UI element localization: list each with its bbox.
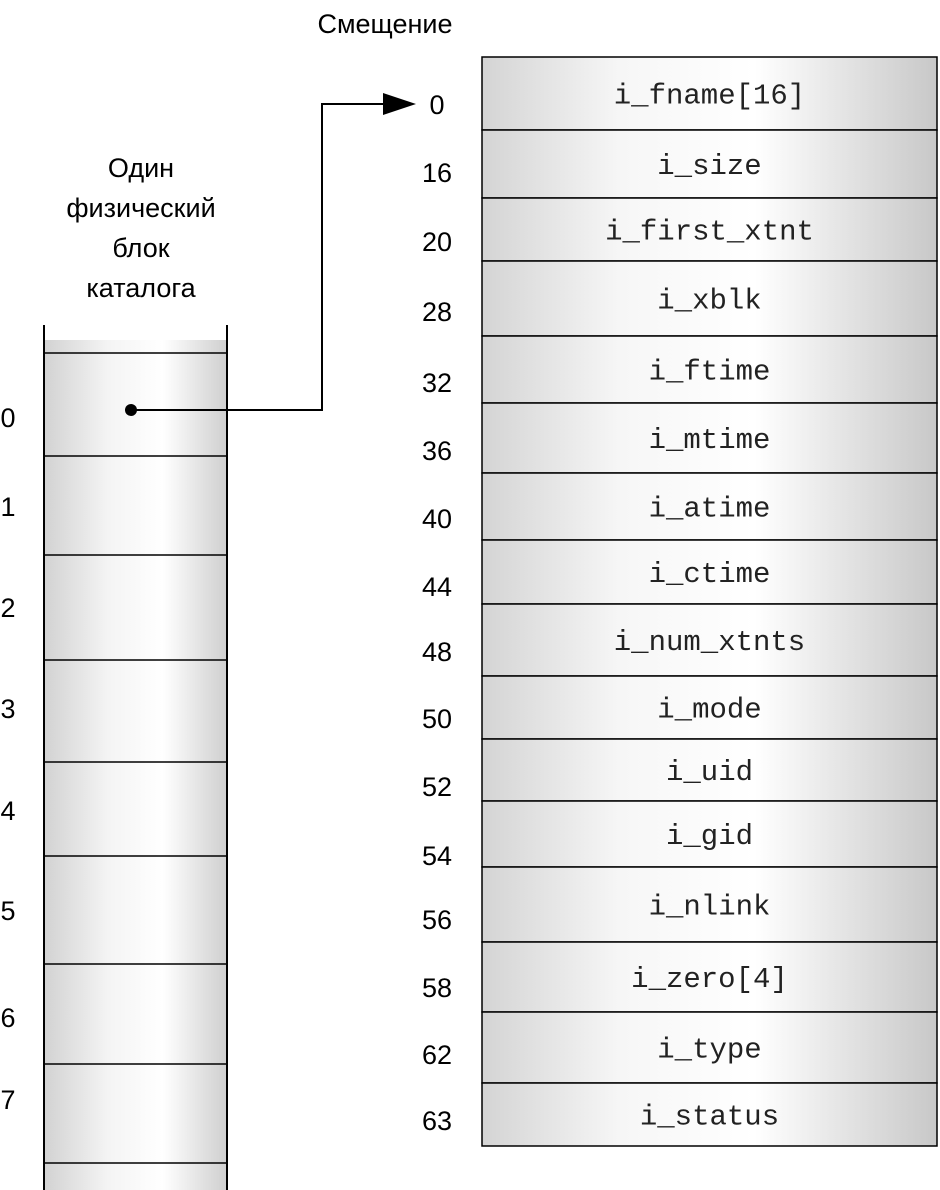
inode-field-offset: 54 bbox=[421, 841, 453, 871]
inode-field-offset: 36 bbox=[421, 436, 453, 466]
slot-number: 7 bbox=[0, 1085, 16, 1115]
inode-field-name: i_uid bbox=[665, 756, 754, 789]
inode-field-offset: 32 bbox=[421, 368, 453, 398]
inode-field-name: i_ftime bbox=[648, 355, 771, 389]
inode-field-name: i_first_xtnt bbox=[605, 215, 814, 249]
inode-field-name: i_fname[16] bbox=[613, 79, 806, 113]
inode-field-offset: 28 bbox=[421, 297, 453, 327]
inode-structure bbox=[422, 57, 937, 1146]
inode-field-name: i_mode bbox=[657, 693, 762, 727]
inode-field-offset: 52 bbox=[421, 772, 453, 802]
inode-field-name: i_zero[4] bbox=[631, 963, 788, 996]
inode-field-offset: 20 bbox=[421, 227, 453, 257]
slot-number: 4 bbox=[0, 796, 16, 826]
inode-field-name: i_status bbox=[639, 1100, 780, 1134]
block-caption-line: блок bbox=[112, 233, 170, 263]
inode-field-name: i_nlink bbox=[648, 890, 771, 924]
slot-number: 5 bbox=[0, 896, 16, 926]
inode-field-offset: 58 bbox=[421, 973, 453, 1003]
inode-field-name: i_gid bbox=[665, 820, 754, 853]
slot-number: 1 bbox=[0, 492, 16, 522]
inode-field-name: i_atime bbox=[648, 492, 771, 526]
slot-number: 3 bbox=[0, 694, 16, 724]
inode-field-offset: 48 bbox=[421, 637, 453, 667]
block-caption bbox=[66, 153, 215, 303]
slot-numbers bbox=[0, 403, 15, 1115]
block-caption-line: физический bbox=[66, 193, 216, 223]
inode-field-name: i_ctime bbox=[648, 558, 771, 591]
directory-block-fill bbox=[44, 340, 227, 1190]
inode-field-offset: 0 bbox=[429, 90, 445, 120]
inode-field-name: i_num_xtnts bbox=[613, 626, 806, 659]
slot-number: 2 bbox=[0, 593, 16, 623]
inode-field-offset: 44 bbox=[421, 572, 453, 602]
inode-field-offset: 50 bbox=[421, 704, 453, 734]
offset-heading: Смещение bbox=[317, 9, 453, 39]
inode-field-offset: 16 bbox=[421, 158, 453, 188]
inode-field-name: i_size bbox=[657, 150, 762, 183]
inode-field-offset: 62 bbox=[421, 1040, 453, 1070]
pointer-arrowhead bbox=[383, 93, 416, 115]
inode-field-name: i_mtime bbox=[648, 424, 771, 457]
inode-field-offset: 56 bbox=[421, 905, 453, 935]
slot-number: 6 bbox=[0, 1003, 16, 1033]
block-caption-line: Один bbox=[107, 153, 175, 183]
inode-field-offset: 40 bbox=[421, 504, 453, 534]
inode-field-name: i_xblk bbox=[657, 284, 762, 318]
block-caption-line: каталога bbox=[86, 273, 196, 303]
inode-field-name: i_type bbox=[657, 1033, 762, 1067]
slot-number: 0 bbox=[0, 403, 16, 433]
inode-field-offset: 63 bbox=[421, 1106, 453, 1136]
directory-block bbox=[44, 325, 227, 1190]
